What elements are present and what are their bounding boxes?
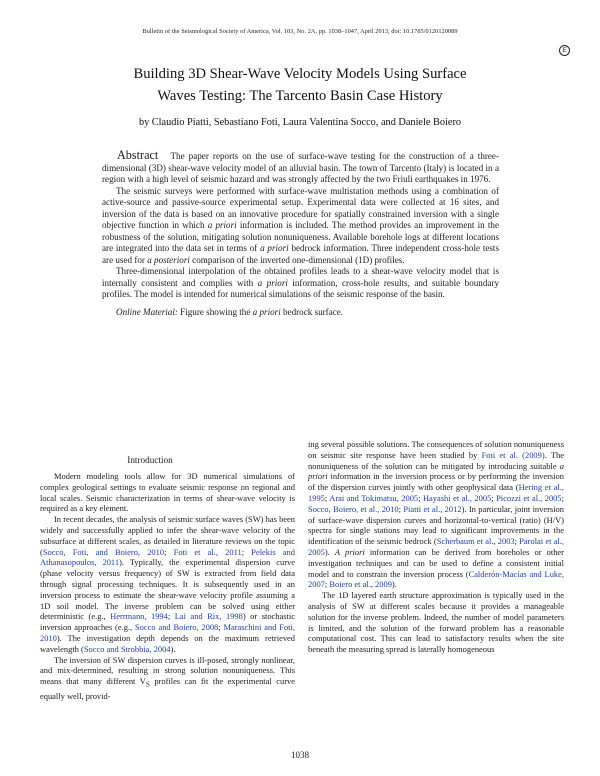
title-line-2: Waves Testing: The Tarcento Basin Case History <box>157 88 443 104</box>
title-line-1: Building 3D Shear-Wave Velocity Models Using Surface <box>133 66 467 82</box>
citation-link[interactable]: Foti et al., 2011 <box>173 546 242 557</box>
abstract-paragraph-2: The seismic surveys were performed with surface-wave multistation methods using a combination of active-source and passive-source experimental setup. Experimental data were collected at 16 sites, and inversion of the data is based on an innovative procedure for spatially constrained inversion with a single objective function in which a priori information is included. The method provides an improvement in the robustness of the solution, mitigating solution nonuniqueness. Available borehole logs at different locations are integrated into the data set in terms of a priori bedrock information. Three independent cross-hole tests are used for a posteriori comparison of the inverted one-dimensional (1D) profiles. <box>102 185 499 265</box>
citation-link[interactable]: Boiero et al., 2009 <box>329 579 392 590</box>
citation-link[interactable]: Parolai et al., 2005 <box>308 536 564 557</box>
running-head: Bulletin of the Seismological Society of America, Vol. 103, No. 2A, pp. 1038–1047, April 2013, doi: 10.1785/0120120089 <box>142 28 458 35</box>
citation-link[interactable]: Socco, Foti, and Boiero, 2010 <box>42 546 165 557</box>
author-list: by Claudio Piatti, Sebastiano Foti, Laura Valentina Socco, and Daniele Boiero <box>138 117 462 128</box>
citation-link[interactable]: Lai and Rix, 1998 <box>174 611 243 622</box>
citation-link[interactable]: Hering et al., 1995 <box>308 482 564 503</box>
abstract <box>102 150 499 318</box>
intro-paragraph-3-continued: ing several possible solutions. The consequences of solution nonuniqueness on seismic site response have been studied by Foti et al. (2009). The nonuniqueness of the solution can be mitigated by introducing suitable a priori information in the inversion process or by performing the inversion of the dispersion curves jointly with other geophysical data (Hering et al., 1995; Arai and Tokimatsu, 2005; Hayashi et al., 2005; Picozzi et al., 2005; Socco, Boiero, et al., 2010; Piatti et al., 2012). In particular, joint inversion of surface-wave dispersion curves and horizontal-to-vertical (ratio) (H/V) spectra for single stations may lead to significant improvements in the identification of the seismic bedrock (Scherbaum et al., 2003; Parolai et al., 2005). A priori information can be derived from boreholes or other investigation techniques and can be used to define a consistent initial model and to constrain the inversion process (Calderón-Macías and Luke, 2007; Boiero et al., 2009). <box>308 439 565 590</box>
citation-link[interactable]: Socco and Strobbia, 2004 <box>83 643 171 654</box>
introduction-heading: Introduction <box>127 455 173 465</box>
citation-link[interactable]: Foti et al. (2009) <box>481 449 545 460</box>
paper-title <box>60 63 540 107</box>
intro-paragraph-4: The 1D layered earth structure approximation is typically used in the analysis of SW at different scales because it provides a manageable solution for the inverse problem. Indeed, the number of model parameters is limited, and the solution of the forward problem has a reasonable computational cost. This can lead to satisfactory results when the site beneath the measuring spread is laterally homogeneous <box>308 590 564 655</box>
citation-link[interactable]: Maraschini and Foti, 2010 <box>40 622 295 643</box>
intro-paragraph-2: In recent decades, the analysis of seismic surface waves (SW) has been widely and successfully applied to infer the shear-wave velocity of the subsurface at different scales, as detailed in literature reviews on the topic (Socco, Foti, and Boiero, 2010; Foti et al., 2011; Pelekis and Athanasopoulos, 2011). Typically, the experimental dispersion curve (phase velocity versus frequency) of SW is extracted from field data through signal processing techniques. It is subsequently used in an inversion process to estimate the shear-wave velocity profile assuming a 1D soil model. The inverse problem can be solved using either deterministic (e.g., Herrmann, 1994; Lai and Rix, 1998) or stochastic inversion approaches (e.g., Socco and Boiero, 2008; Maraschini and Foti, 2010). The investigation depth depends on the maximum retrieved wavelength (Socco and Strobbia, 2004). <box>40 514 295 654</box>
citation-link[interactable]: Arai and Tokimatsu, 2005 <box>329 492 419 503</box>
electronic-supplement-icon[interactable]: E <box>559 45 570 56</box>
intro-paragraph-3: The inversion of SW dispersion curves is ill-posed, strongly nonlinear, and mix-determined, resulting in strong solution nonuniqueness. This means that many different $V_S$ profiles can fit the experimental curve equally well, provid- <box>40 654 295 701</box>
right-column <box>308 439 564 655</box>
citation-link[interactable]: Calderón-Macías and Luke, 2007 <box>308 568 564 590</box>
online-material-label: Online Material: <box>116 306 178 317</box>
online-material-note[interactable]: Online Material: Figure showing the a priori bedrock surface. <box>116 306 344 317</box>
citation-link[interactable]: Socco, Boiero, et al., 2010 <box>308 503 399 514</box>
intro-paragraph-1: Modern modeling tools allow for 3D numerical simulations of complex geological settings to evaluate seismic response on regional and local scales. Seismic characterization in terms of shear-wave velocity is required as a key element. <box>40 471 295 514</box>
citation-link[interactable]: Scherbaum et al., 2003 <box>436 536 515 547</box>
citation-link[interactable]: Piatti et al., 2012 <box>403 503 462 514</box>
citation-link[interactable]: Picozzi et al., 2005 <box>496 492 562 503</box>
left-column <box>40 471 295 701</box>
page-number: 1038 <box>291 750 309 760</box>
abstract-label: Abstract <box>117 148 159 162</box>
citation-link[interactable]: Herrmann, 1994 <box>110 611 168 622</box>
citation-link[interactable]: Socco and Boiero, 2008 <box>134 622 219 633</box>
citation-link[interactable]: Pelekis and Athanasopoulos, 2011 <box>40 546 295 568</box>
abstract-paragraph-1: Abstract The paper reports on the use of surface-wave testing for the construction of a three-dimensional (3D) shear-wave velocity model of an alluvial basin. The town of Tarcento (Italy) is located in a region with a high level of seismic hazard and was strongly affected by the two Friuli earthquakes in 1976. <box>102 148 499 184</box>
citation-link[interactable]: Hayashi et al., 2005 <box>422 492 492 503</box>
abstract-paragraph-3: Three-dimensional interpolation of the obtained profiles leads to a shear-wave velocity model that is internally consistent and complies with a priori information, cross-hole results, and suitable boundary profiles. The model is intended for numerical simulations of the seismic response of the basin. <box>102 266 500 299</box>
